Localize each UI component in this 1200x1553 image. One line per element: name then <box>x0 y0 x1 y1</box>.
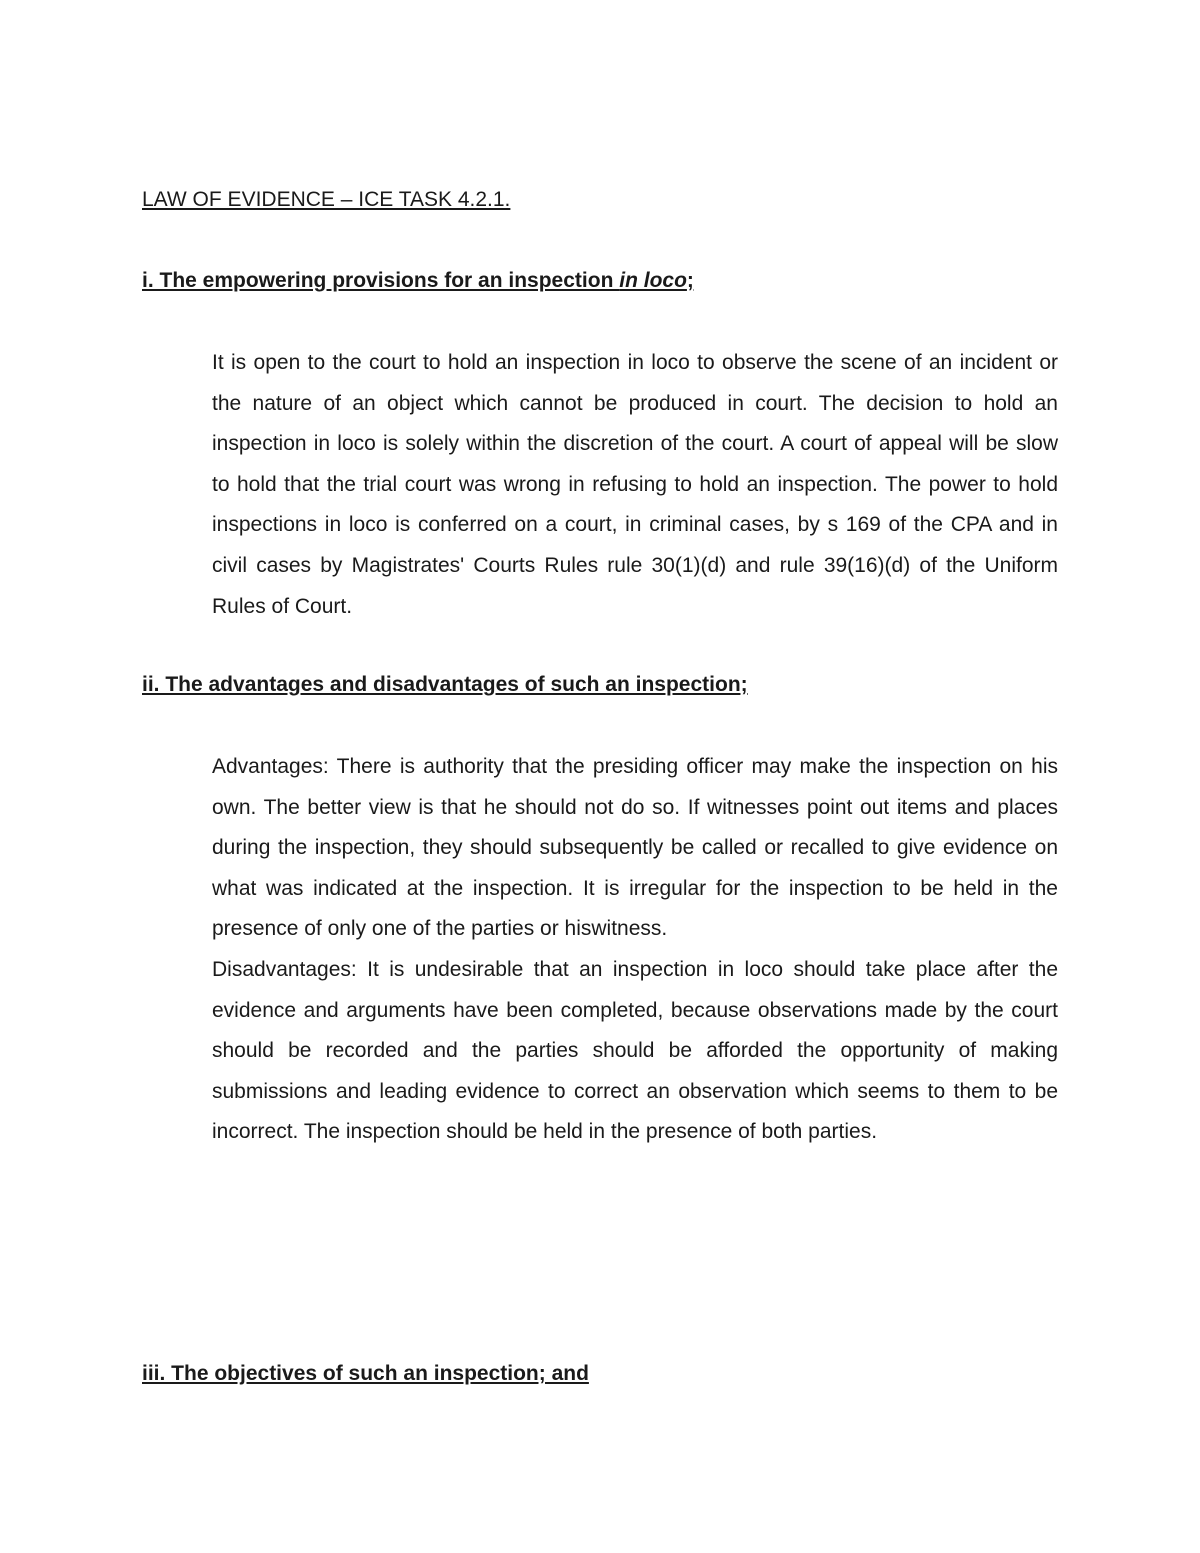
document-title: LAW OF EVIDENCE – ICE TASK 4.2.1. <box>142 188 511 211</box>
section-body-empowering-provisions <box>212 343 1058 627</box>
paragraph-empowering-provisions: It is open to the court to hold an inspection in loco to observe the scene of an incident or the nature of an object which cannot be produced in court. The decision to hold an inspection in loco is solely within the discretion of the court. A court of appeal will be slow to hold that the trial court was wrong in refusing to hold an inspection. The power to hold inspections in loco is conferred on a court, in criminal cases, by s 169 of the CPA and in civil cases by Magistrates' Courts Rules rule 30(1)(d) and rule 39(16)(d) of the Uniform Rules of Court. <box>212 351 1058 618</box>
section-heading-italic-term: in loco <box>619 269 687 292</box>
section-heading-text: i. The empowering provisions for an inspection <box>142 269 620 292</box>
section-heading-advantages-disadvantages: ii. The advantages and disadvantages of such an inspection; <box>142 673 748 696</box>
section-heading-objectives: iii. The objectives of such an inspection; and <box>142 1362 589 1385</box>
section-heading-punctuation: ; <box>686 269 694 292</box>
paragraph-disadvantages: Disadvantages: It is undesirable that an inspection in loco should take place after the evidence and arguments have been completed, because observations made by the court should be recorded and the parties should be afforded the opportunity of making submissions and leading evidence to correct an observation which seems to them to be incorrect. The inspection should be held in the presence of both parties. <box>212 957 1058 1144</box>
section-body-advantages-disadvantages <box>212 747 1058 1153</box>
section-heading-empowering-provisions <box>142 269 694 293</box>
paragraph-advantages: Advantages: There is authority that the presiding officer may make the inspection on his own. The better view is that he should not do so. If witnesses point out items and places during the inspection, they should subsequently be called or recalled to give evidence on what was indicated at the inspection. It is irregular for the inspection to be held in the presence of only one of the parties or hiswitness. <box>212 755 1058 941</box>
